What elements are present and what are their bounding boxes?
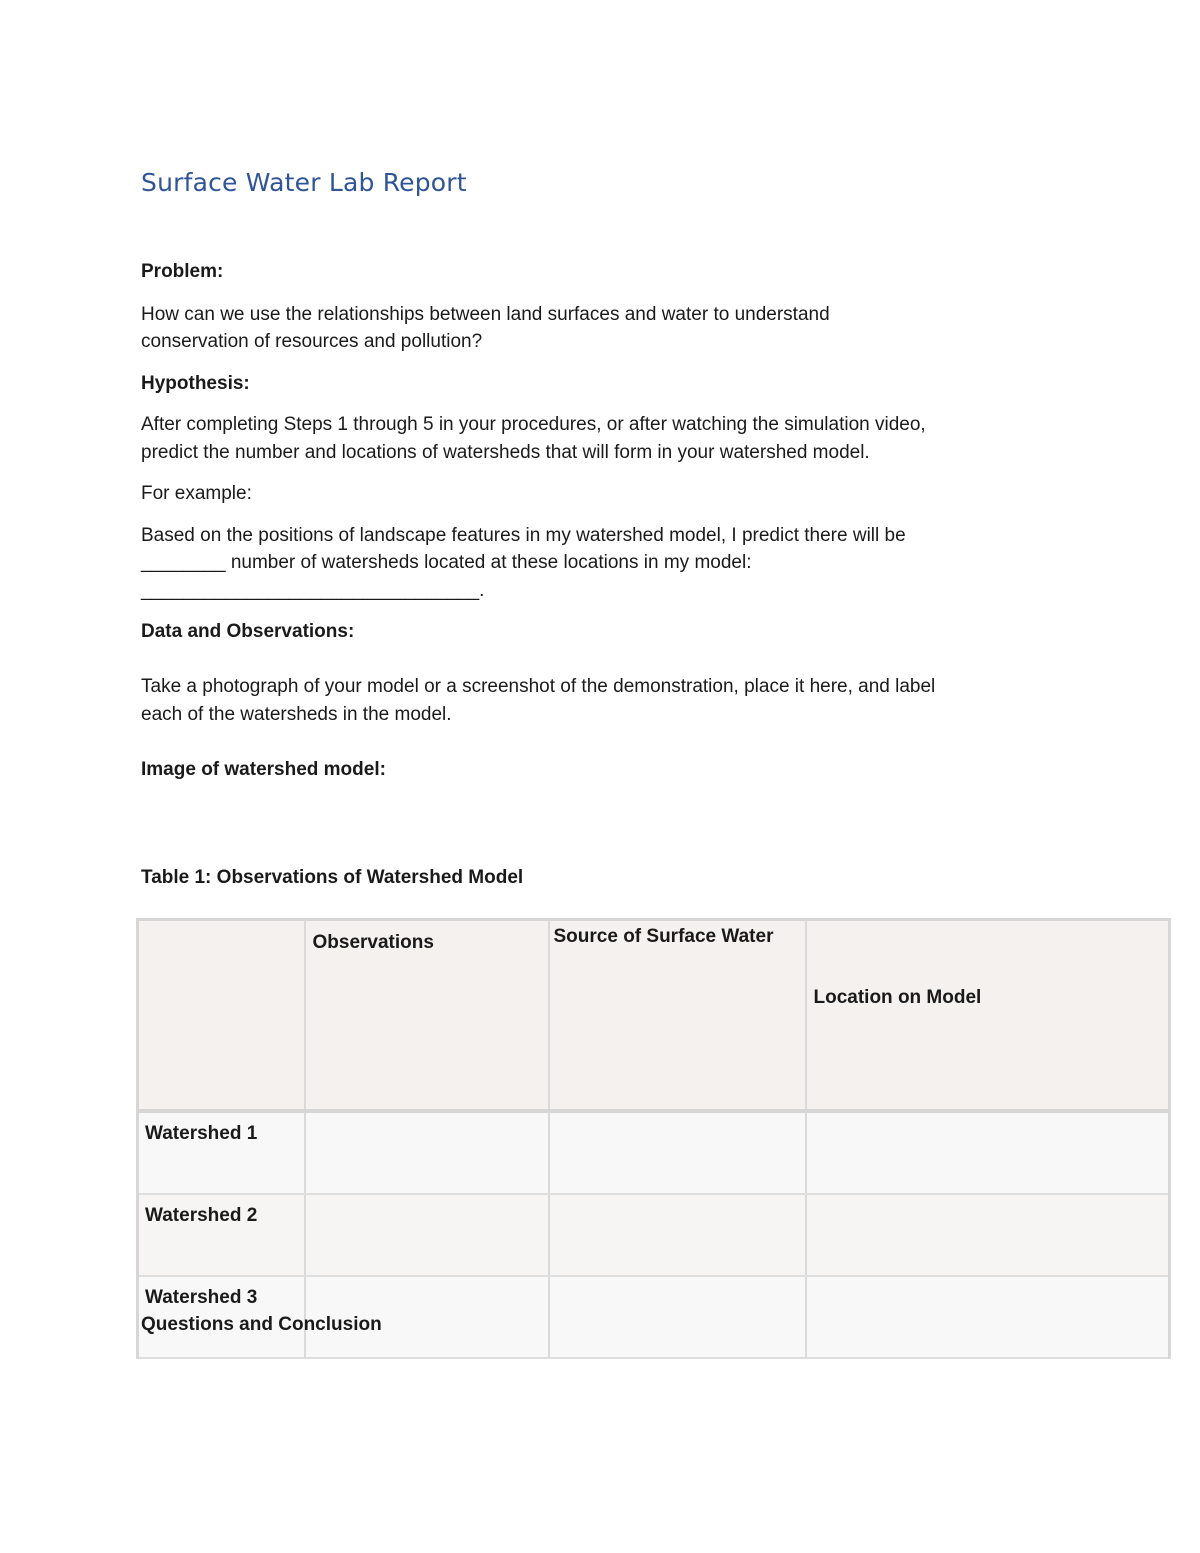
source-cell[interactable] <box>549 1194 806 1276</box>
source-cell[interactable] <box>549 1276 806 1358</box>
header-observations: Observations <box>305 920 549 1112</box>
problem-heading: Problem: <box>141 261 224 282</box>
observations-cell[interactable] <box>305 1194 549 1276</box>
table-row <box>138 1111 1170 1194</box>
observations-table <box>136 918 1171 1359</box>
table-caption: Table 1: Observations of Watershed Model <box>141 867 524 888</box>
location-cell[interactable] <box>806 1276 1170 1358</box>
data-text-line-1: Take a photograph of your model or a screenshot of the demonstration, place it here, and label <box>141 676 936 697</box>
document-title: Surface Water Lab Report <box>141 168 467 197</box>
problem-text-line-2: conservation of resources and pollution? <box>141 331 483 352</box>
hypothesis-text-line-2: predict the number and locations of watersheds that will form in your watershed model. <box>141 442 870 463</box>
location-cell[interactable] <box>806 1194 1170 1276</box>
row-label-watershed-1: Watershed 1 <box>138 1111 305 1194</box>
data-observations-heading: Data and Observations: <box>141 621 355 642</box>
header-location-on-model: Location on Model <box>806 920 1170 1112</box>
row-label-watershed-3: Watershed 3 <box>138 1276 305 1358</box>
questions-conclusion-heading: Questions and Conclusion <box>141 1314 382 1335</box>
example-text-line-3: ________________________________. <box>141 580 485 601</box>
problem-text-line-1: How can we use the relationships between land surfaces and water to understand <box>141 304 830 325</box>
data-text-line-2: each of the watersheds in the model. <box>141 704 452 725</box>
image-label: Image of watershed model: <box>141 759 386 780</box>
table-header-row <box>138 920 1170 1112</box>
table-row <box>138 1194 1170 1276</box>
header-source-of-surface-water: Source of Surface Water <box>549 920 806 1112</box>
hypothesis-heading: Hypothesis: <box>141 373 250 394</box>
hypothesis-text-line-1: After completing Steps 1 through 5 in your procedures, or after watching the simulation video, <box>141 414 926 435</box>
location-cell[interactable] <box>806 1111 1170 1194</box>
row-label-watershed-2: Watershed 2 <box>138 1194 305 1276</box>
example-text-line-1: Based on the positions of landscape features in my watershed model, I predict there will be <box>141 525 906 546</box>
header-cell-empty <box>138 920 305 1112</box>
example-intro: For example: <box>141 483 252 504</box>
source-cell[interactable] <box>549 1111 806 1194</box>
observations-cell[interactable] <box>305 1111 549 1194</box>
example-text-line-2: ________ number of watersheds located at these locations in my model: <box>141 552 752 573</box>
